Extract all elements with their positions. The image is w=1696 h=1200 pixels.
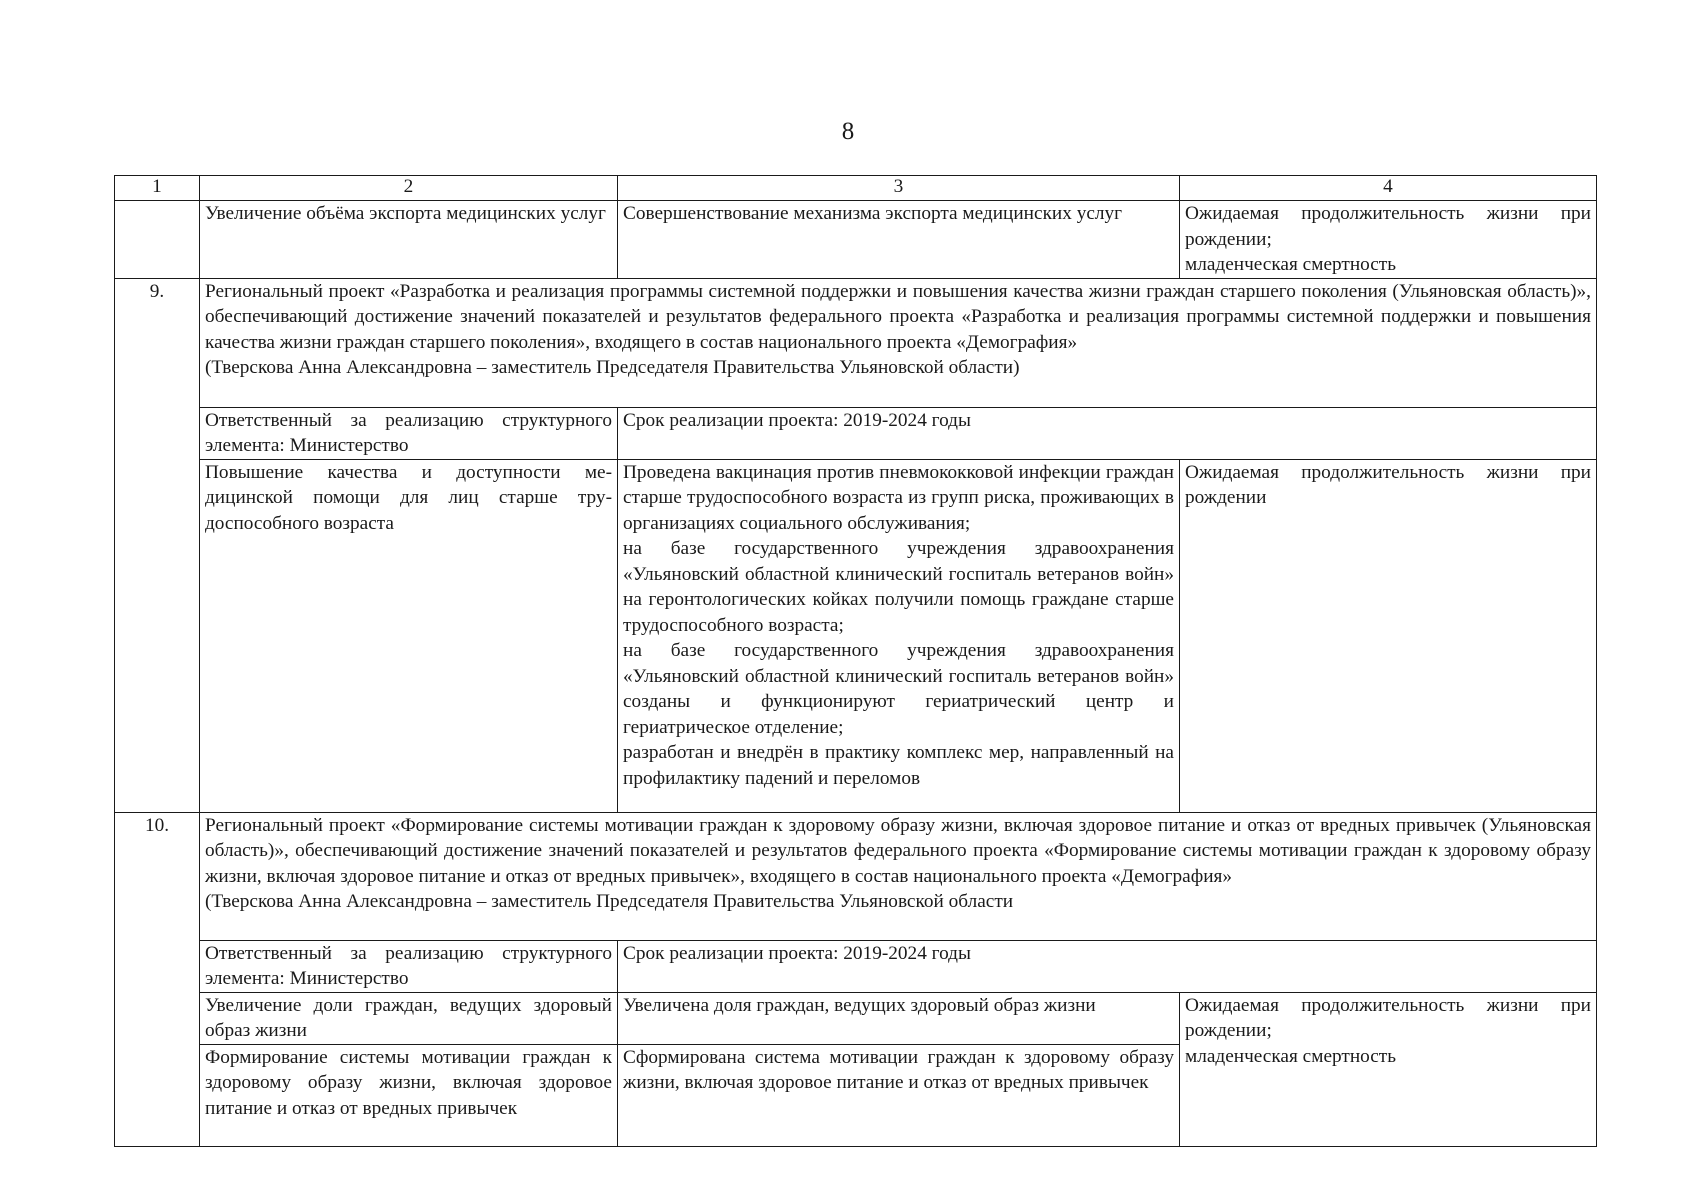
indicator-infant-mortality: младенческая смертность — [1185, 254, 1397, 275]
table-row-export — [115, 201, 1597, 279]
header-col-3: 3 — [618, 176, 1180, 201]
section-10-task-2: Формирование системы мотивации граждан к здоровому образу жизни, включая здоровое питание и отказ от вредных привычек — [200, 1044, 618, 1146]
section-10-number: 10. — [115, 812, 200, 940]
section-9-responsible: Ответственный за реализацию структурного элемента: Министерство — [200, 407, 618, 459]
header-col-4: 4 — [1180, 176, 1597, 201]
row-number-empty — [115, 201, 200, 279]
indicator-life-expectancy: Ожидаемая продолжительность жизни при рождении; — [1185, 203, 1591, 250]
page-number: 8 — [841, 118, 855, 145]
section-10-result-1: Увеличена доля граждан, ведущих здоровый образ жизни — [618, 992, 1180, 1044]
task-export: Увеличение объёма экспорта медицинских услуг — [200, 201, 618, 279]
section-10-number-continued-2 — [115, 992, 200, 1044]
section-9-number-continued — [115, 407, 200, 459]
section-10-task-1-row — [115, 992, 1597, 1044]
section-10-term: Срок реализации проекта: 2019-2024 годы — [618, 940, 1597, 992]
section-10-indicator — [1180, 992, 1597, 1146]
section-9-term: Срок реализации проекта: 2019-2024 годы — [618, 407, 1597, 459]
section-9-title-cell — [200, 278, 1597, 407]
section-10-title-row — [115, 812, 1597, 940]
section-10-indicator-life-expectancy: Ожидаемая продолжительность жизни при рождении; — [1185, 994, 1591, 1041]
section-9-title: Региональный проект «Разработка и реализация программы системной поддержки и повышения качества жизни граждан старшего поколения (Ульяновская область)», обеспечивающий достижение значений показателей и результатов федерального проекта «Разработка и реализация программы системной поддержки и повышения качества жизни граждан старшего поколения», входящего в состав национального проекта «Демография» — [205, 280, 1591, 353]
section-10-number-continued-3 — [115, 1044, 200, 1146]
result-export: Совершенствование механизма экспорта медицинских услуг — [618, 201, 1180, 279]
section-9-title-row — [115, 278, 1597, 407]
section-9-number: 9. — [115, 278, 200, 407]
section-9-results — [618, 459, 1180, 812]
indicator-export — [1180, 201, 1597, 279]
section-10-task-1: Увеличение доли граждан, ведущих здоровый образ жизни — [200, 992, 618, 1044]
section-10-indicator-infant-mortality: младенческая смертность — [1185, 1045, 1397, 1067]
section-9-curator: (Тверскова Анна Александровна – заместитель Председателя Правительства Ульяновской области) — [205, 357, 1020, 378]
section-10-responsible-row — [115, 940, 1597, 992]
section-9-result-2: на базе государственного учреждения здравоохранения «Ульяновский областной клинический госпиталь ветеранов войн» на геронтологических койках получили помощь граждане старше трудоспособного возраста; — [623, 538, 1174, 636]
header-col-1: 1 — [115, 176, 200, 201]
section-9-task-row — [115, 459, 1597, 812]
section-9-indicator: Ожидаемая продолжительность жизни при рождении — [1180, 459, 1597, 812]
section-10-title-cell — [200, 812, 1597, 940]
section-10-result-2: Сформирована система мотивации граждан к здоровому образу жизни, включая здоровое питание и отказ от вредных привычек — [618, 1044, 1180, 1146]
section-10-number-continued — [115, 940, 200, 992]
section-10-title: Региональный проект «Формирование системы мотивации граждан к здоровому образу жизни, включая здоровое питание и отказ от вредных привычек (Ульяновская область)», обеспечивающий достижение значений показателей и результатов федерального проекта «Формирование системы мотивации граждан к здоровому образу жизни, включая здоровое питание и отказ от вредных привычек», входящего в состав национального проекта «Демография» — [205, 814, 1591, 887]
header-col-2: 2 — [200, 176, 618, 201]
section-9-result-4: разработан и внедрён в практику комплекс мер, направленный на профилактику падений и переломов — [623, 742, 1174, 789]
section-9-result-3: на базе государственного учреждения здравоохранения «Ульяновский областной клинический госпиталь ветеранов войн» созданы и функционируют гериатрический центр и гериатрическое отделение; — [623, 640, 1174, 738]
document-table — [114, 175, 1597, 1147]
section-9-result-1: Проведена вакцинация против пневмококковой инфекции граждан старше трудоспособного возраста из групп риска, проживающих в организациях социального обслуживания; — [623, 461, 1174, 534]
section-9-responsible-row — [115, 407, 1597, 459]
section-10-curator: (Тверскова Анна Александровна – заместитель Председателя Правительства Ульяновской области — [205, 891, 1014, 912]
section-10-responsible: Ответственный за реализацию структурного элемента: Министерство — [200, 940, 618, 992]
section-9-number-continued-2 — [115, 459, 200, 812]
table-header-row — [115, 176, 1597, 201]
section-9-task: Повышение качества и доступности медицинской помощи для лиц старше трудоспособного возраста — [200, 459, 618, 812]
